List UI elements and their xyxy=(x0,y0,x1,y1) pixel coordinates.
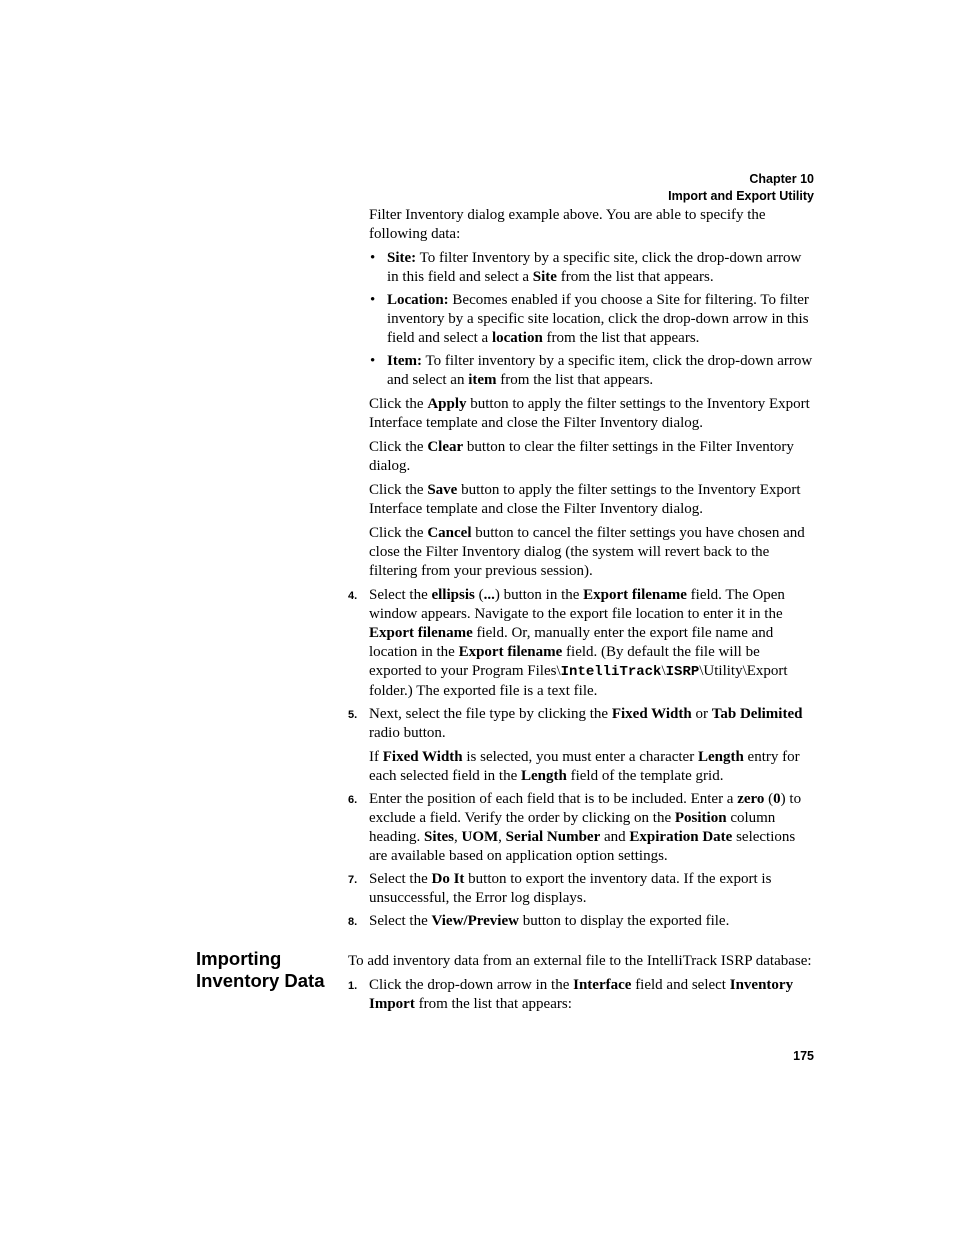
chapter-label: Chapter 10 xyxy=(749,172,814,186)
bullet-mark: • xyxy=(370,353,376,369)
import-step-1 xyxy=(348,976,814,1014)
bullet-location xyxy=(369,291,814,348)
bold-text: zero xyxy=(737,791,765,807)
text: selections are available based on application option settings. xyxy=(369,829,796,864)
text: Click the xyxy=(369,396,428,412)
step-6 xyxy=(348,790,814,866)
text: Select the xyxy=(369,871,432,887)
text: Click the drop-down arrow in the xyxy=(369,977,574,993)
bold-text: Save xyxy=(427,482,458,498)
bullet-bold: location xyxy=(491,330,543,346)
bullet-text: To filter inventory by a specific item, click the drop-down arrow and select an xyxy=(387,353,813,388)
text: If xyxy=(369,749,383,765)
bullet-label: Item: xyxy=(387,353,422,369)
bullet-label: Site: xyxy=(387,250,417,266)
bullet-mark: • xyxy=(370,250,376,266)
bullet-bold: Site xyxy=(532,269,557,285)
bullet-text: from the list that appears. xyxy=(542,330,700,346)
main-content xyxy=(348,206,814,935)
text: button to clear the filter settings in the Filter Inventory dialog. xyxy=(369,439,794,474)
text: ) button in the xyxy=(494,587,584,603)
bold-text: Fixed Width xyxy=(611,706,692,722)
text: Next, select the file type by clicking the xyxy=(369,706,612,722)
section-heading: Importing Inventory Data xyxy=(196,948,325,991)
bullet-text: Becomes enabled if you choose a Site for filtering. To filter inventory by a specific site location, click the drop-down arrow in this field and select a xyxy=(387,292,809,346)
bold-text: Length xyxy=(697,749,744,765)
text: Click the xyxy=(369,525,428,541)
bold-text: Interface xyxy=(573,977,632,993)
chapter-title: Import and Export Utility xyxy=(668,188,814,203)
text: field. Or, manually enter the export file name and location in the xyxy=(369,625,774,660)
bullet-mark: • xyxy=(370,292,376,308)
save-paragraph xyxy=(369,481,814,519)
step-number: 6. xyxy=(348,794,358,806)
bullet-item xyxy=(369,352,814,390)
section-content xyxy=(348,952,814,1018)
text: and xyxy=(600,829,630,845)
text: button to apply the filter settings to the Inventory Export Interface template and close the Filter Inventory dialog. xyxy=(369,482,801,517)
bullet-text: To filter Inventory by a specific site, click the drop-down arrow in this field and select a xyxy=(387,250,802,285)
path-text: IntelliTrack xyxy=(560,664,662,680)
path-text: ISRP xyxy=(665,664,700,680)
bold-text: Export filename xyxy=(458,644,563,660)
bold-text: Inventory Import xyxy=(369,977,794,1012)
text: ) to exclude a field. Verify the order by clicking on the xyxy=(369,791,802,826)
text: button to cancel the filter settings you have chosen and close the Filter Inventory dialog (the system will revert back to the filtering from your previous session). xyxy=(369,525,805,579)
text: field. (By default the file will be exported to your Program Files\ xyxy=(369,644,760,679)
bold-text: Fixed Width xyxy=(382,749,463,765)
bold-text: Clear xyxy=(427,439,464,455)
text: button to apply the filter settings to the Inventory Export Interface template and close the Filter Inventory dialog. xyxy=(369,396,810,431)
bold-text: UOM xyxy=(461,829,499,845)
bullet-text: from the list that appears. xyxy=(496,372,654,388)
step-number: 7. xyxy=(348,874,358,886)
apply-paragraph xyxy=(369,395,814,433)
step-5-text xyxy=(369,705,814,743)
bold-text: Sites xyxy=(423,829,454,845)
text: \ xyxy=(661,663,666,679)
bold-text: Do It xyxy=(431,871,465,887)
intro-paragraph: Filter Inventory dialog example above. You are able to specify the following data: xyxy=(369,207,766,242)
step-4 xyxy=(348,586,814,701)
text: radio button. xyxy=(369,725,446,741)
page-number: 175 xyxy=(793,1049,814,1063)
step-number: 5. xyxy=(348,709,358,721)
step-5-subtext xyxy=(369,748,814,786)
text: button to display the exported file. xyxy=(518,913,730,929)
bold-text: Cancel xyxy=(427,525,472,541)
bold-text: 0 xyxy=(773,791,781,807)
text: , xyxy=(498,829,506,845)
text: Select the xyxy=(369,913,432,929)
text: , xyxy=(453,829,462,845)
text: column heading. xyxy=(369,810,776,845)
text: button to export the inventory data. If the export is unsuccessful, the Error log displays. xyxy=(369,871,772,906)
bold-text: ellipsis xyxy=(431,587,475,603)
bold-text: Position xyxy=(674,810,727,826)
bold-text: Serial Number xyxy=(505,829,601,845)
section-intro: To add inventory data from an external file to the IntelliTrack ISRP database: xyxy=(348,953,812,969)
bullet-site xyxy=(369,249,814,287)
text: ( xyxy=(474,587,484,603)
text: field. The Open window appears. Navigate to the export file location to enter it in the xyxy=(369,587,785,622)
text: Select the xyxy=(369,587,432,603)
bullet-text: from the list that appears. xyxy=(556,269,714,285)
text: field of the template grid. xyxy=(566,768,724,784)
text: entry for each selected field in the xyxy=(369,749,800,784)
text: Enter the position of each field that is to be included. Enter a xyxy=(369,791,738,807)
step-number: 1. xyxy=(348,980,358,992)
clear-paragraph xyxy=(369,438,814,476)
bold-text: Export filename xyxy=(369,625,473,641)
step-8 xyxy=(348,912,814,931)
bold-text: Tab Delimited xyxy=(711,706,803,722)
step-5 xyxy=(348,705,814,786)
bold-text: ... xyxy=(483,587,495,603)
bold-text: View/Preview xyxy=(431,913,519,929)
text: Click the xyxy=(369,439,428,455)
text: or xyxy=(691,706,712,722)
bold-text: Length xyxy=(521,768,567,784)
text: Click the xyxy=(369,482,428,498)
bullet-bold: item xyxy=(468,372,497,388)
bullet-label: Location: xyxy=(387,292,449,308)
text: \Utility\Export folder.) The exported file is a text file. xyxy=(369,663,788,699)
running-header xyxy=(668,171,814,204)
text: is selected, you must enter a character xyxy=(462,749,698,765)
bold-text: Apply xyxy=(427,396,467,412)
cancel-paragraph xyxy=(369,524,814,581)
bold-text: Expiration Date xyxy=(629,829,733,845)
bold-text: Export filename xyxy=(583,587,687,603)
text: field and select xyxy=(631,977,730,993)
text: ( xyxy=(764,791,774,807)
step-number: 8. xyxy=(348,916,358,928)
step-7 xyxy=(348,870,814,908)
step-number: 4. xyxy=(348,590,358,602)
text: from the list that appears: xyxy=(414,996,572,1012)
